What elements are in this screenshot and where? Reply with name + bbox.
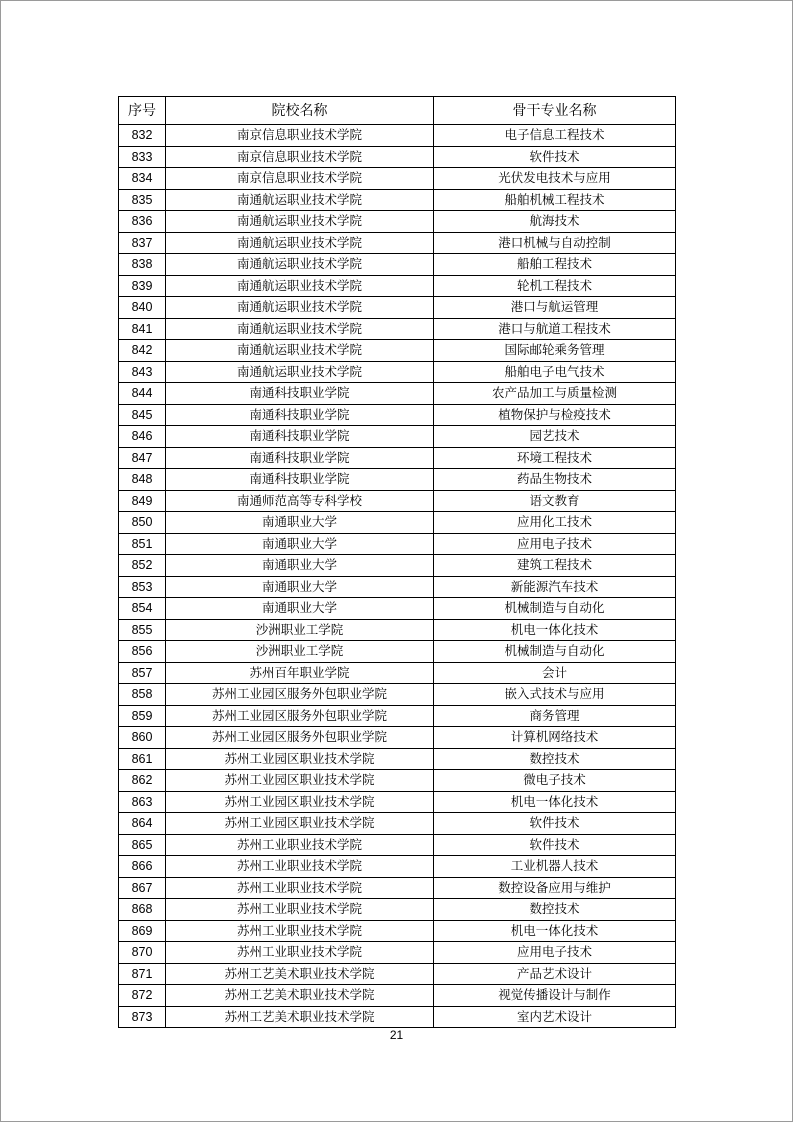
serial-number-cell: 859 (119, 705, 166, 727)
major-name-cell: 视觉传播设计与制作 (434, 985, 676, 1007)
serial-number-cell: 849 (119, 490, 166, 512)
major-name-cell: 电子信息工程技术 (434, 125, 676, 147)
table-header-row (119, 97, 676, 125)
table-row (119, 641, 676, 663)
table-row (119, 748, 676, 770)
serial-number-cell: 837 (119, 232, 166, 254)
major-name-cell: 微电子技术 (434, 770, 676, 792)
school-name-cell: 苏州工业园区职业技术学院 (166, 770, 434, 792)
major-name-cell: 软件技术 (434, 146, 676, 168)
major-name-cell: 园艺技术 (434, 426, 676, 448)
table-row (119, 813, 676, 835)
major-name-cell: 数控设备应用与维护 (434, 877, 676, 899)
table-row (119, 985, 676, 1007)
table-row (119, 469, 676, 491)
major-name-cell: 船舶工程技术 (434, 254, 676, 276)
school-name-cell: 南京信息职业技术学院 (166, 146, 434, 168)
serial-number-cell: 838 (119, 254, 166, 276)
major-name-cell: 光伏发电技术与应用 (434, 168, 676, 190)
major-name-cell: 药品生物技术 (434, 469, 676, 491)
table-row (119, 254, 676, 276)
major-name-cell: 轮机工程技术 (434, 275, 676, 297)
school-name-cell: 苏州工业园区职业技术学院 (166, 748, 434, 770)
table-row (119, 899, 676, 921)
school-name-cell: 南通科技职业学院 (166, 404, 434, 426)
major-name-cell: 航海技术 (434, 211, 676, 233)
serial-number-cell: 867 (119, 877, 166, 899)
major-name-cell: 国际邮轮乘务管理 (434, 340, 676, 362)
school-name-cell: 苏州工业园区职业技术学院 (166, 813, 434, 835)
serial-number-cell: 832 (119, 125, 166, 147)
header-school-name: 院校名称 (166, 97, 434, 125)
school-name-cell: 南京信息职业技术学院 (166, 125, 434, 147)
school-name-cell: 苏州百年职业学院 (166, 662, 434, 684)
major-name-cell: 数控技术 (434, 748, 676, 770)
table-row (119, 727, 676, 749)
table-row (119, 1006, 676, 1028)
table-row (119, 576, 676, 598)
serial-number-cell: 853 (119, 576, 166, 598)
serial-number-cell: 855 (119, 619, 166, 641)
major-name-cell: 室内艺术设计 (434, 1006, 676, 1028)
table-row (119, 512, 676, 534)
serial-number-cell: 841 (119, 318, 166, 340)
table-row (119, 877, 676, 899)
table-row (119, 662, 676, 684)
school-name-cell: 苏州工业职业技术学院 (166, 834, 434, 856)
table-row (119, 340, 676, 362)
major-name-cell: 建筑工程技术 (434, 555, 676, 577)
major-name-cell: 机械制造与自动化 (434, 641, 676, 663)
school-name-cell: 南通职业大学 (166, 576, 434, 598)
school-name-cell: 沙洲职业工学院 (166, 641, 434, 663)
table-row (119, 361, 676, 383)
table-row (119, 834, 676, 856)
serial-number-cell: 836 (119, 211, 166, 233)
header-major-name: 骨干专业名称 (434, 97, 676, 125)
table-row (119, 275, 676, 297)
serial-number-cell: 844 (119, 383, 166, 405)
major-name-cell: 语文教育 (434, 490, 676, 512)
serial-number-cell: 850 (119, 512, 166, 534)
major-name-cell: 农产品加工与质量检测 (434, 383, 676, 405)
major-name-cell: 机械制造与自动化 (434, 598, 676, 620)
serial-number-cell: 845 (119, 404, 166, 426)
serial-number-cell: 835 (119, 189, 166, 211)
serial-number-cell: 872 (119, 985, 166, 1007)
school-name-cell: 南通科技职业学院 (166, 469, 434, 491)
table-row (119, 232, 676, 254)
major-name-cell: 产品艺术设计 (434, 963, 676, 985)
serial-number-cell: 873 (119, 1006, 166, 1028)
serial-number-cell: 869 (119, 920, 166, 942)
serial-number-cell: 834 (119, 168, 166, 190)
major-name-cell: 应用电子技术 (434, 533, 676, 555)
school-name-cell: 苏州工业园区职业技术学院 (166, 791, 434, 813)
school-name-cell: 南通科技职业学院 (166, 426, 434, 448)
serial-number-cell: 863 (119, 791, 166, 813)
table-row (119, 297, 676, 319)
major-name-cell: 船舶机械工程技术 (434, 189, 676, 211)
school-name-cell: 南通航运职业技术学院 (166, 189, 434, 211)
page-number: 21 (389, 1028, 404, 1042)
major-name-cell: 会计 (434, 662, 676, 684)
table-row (119, 211, 676, 233)
major-name-cell: 机电一体化技术 (434, 791, 676, 813)
table-row (119, 684, 676, 706)
major-name-cell: 船舶电子电气技术 (434, 361, 676, 383)
table-row (119, 404, 676, 426)
header-serial-number: 序号 (119, 97, 166, 125)
serial-number-cell: 854 (119, 598, 166, 620)
school-name-cell: 苏州工艺美术职业技术学院 (166, 985, 434, 1007)
school-name-cell: 南通职业大学 (166, 555, 434, 577)
table-row (119, 533, 676, 555)
major-name-cell: 环境工程技术 (434, 447, 676, 469)
school-name-cell: 南通航运职业技术学院 (166, 297, 434, 319)
serial-number-cell: 868 (119, 899, 166, 921)
serial-number-cell: 843 (119, 361, 166, 383)
table-row (119, 791, 676, 813)
table-row (119, 189, 676, 211)
major-name-cell: 机电一体化技术 (434, 920, 676, 942)
serial-number-cell: 848 (119, 469, 166, 491)
school-name-cell: 苏州工业园区服务外包职业学院 (166, 684, 434, 706)
school-name-cell: 南通航运职业技术学院 (166, 318, 434, 340)
serial-number-cell: 871 (119, 963, 166, 985)
school-name-cell: 苏州工艺美术职业技术学院 (166, 963, 434, 985)
table-row (119, 705, 676, 727)
serial-number-cell: 857 (119, 662, 166, 684)
school-name-cell: 苏州工业职业技术学院 (166, 920, 434, 942)
major-name-cell: 新能源汽车技术 (434, 576, 676, 598)
serial-number-cell: 856 (119, 641, 166, 663)
serial-number-cell: 840 (119, 297, 166, 319)
table-body (119, 125, 676, 1028)
major-name-cell: 嵌入式技术与应用 (434, 684, 676, 706)
major-name-cell: 港口与航道工程技术 (434, 318, 676, 340)
school-name-cell: 南通师范高等专科学校 (166, 490, 434, 512)
serial-number-cell: 839 (119, 275, 166, 297)
serial-number-cell: 862 (119, 770, 166, 792)
major-name-cell: 港口机械与自动控制 (434, 232, 676, 254)
school-name-cell: 南通航运职业技术学院 (166, 232, 434, 254)
school-name-cell: 南通科技职业学院 (166, 447, 434, 469)
table-row (119, 856, 676, 878)
serial-number-cell: 858 (119, 684, 166, 706)
majors-table (118, 96, 676, 1028)
serial-number-cell: 866 (119, 856, 166, 878)
table-row (119, 426, 676, 448)
school-name-cell: 苏州工业园区服务外包职业学院 (166, 705, 434, 727)
major-name-cell: 软件技术 (434, 813, 676, 835)
table-row (119, 318, 676, 340)
school-name-cell: 苏州工艺美术职业技术学院 (166, 1006, 434, 1028)
serial-number-cell: 865 (119, 834, 166, 856)
table-row (119, 383, 676, 405)
major-name-cell: 工业机器人技术 (434, 856, 676, 878)
serial-number-cell: 861 (119, 748, 166, 770)
school-name-cell: 南通职业大学 (166, 512, 434, 534)
school-name-cell: 苏州工业职业技术学院 (166, 942, 434, 964)
serial-number-cell: 846 (119, 426, 166, 448)
major-name-cell: 软件技术 (434, 834, 676, 856)
school-name-cell: 苏州工业园区服务外包职业学院 (166, 727, 434, 749)
school-name-cell: 南通航运职业技术学院 (166, 211, 434, 233)
table-row (119, 555, 676, 577)
table-row (119, 619, 676, 641)
major-name-cell: 港口与航运管理 (434, 297, 676, 319)
serial-number-cell: 860 (119, 727, 166, 749)
school-name-cell: 苏州工业职业技术学院 (166, 856, 434, 878)
serial-number-cell: 842 (119, 340, 166, 362)
school-name-cell: 南京信息职业技术学院 (166, 168, 434, 190)
major-name-cell: 计算机网络技术 (434, 727, 676, 749)
school-name-cell: 沙洲职业工学院 (166, 619, 434, 641)
table-row (119, 447, 676, 469)
serial-number-cell: 833 (119, 146, 166, 168)
school-name-cell: 南通职业大学 (166, 533, 434, 555)
school-name-cell: 南通航运职业技术学院 (166, 254, 434, 276)
major-name-cell: 植物保护与检疫技术 (434, 404, 676, 426)
major-name-cell: 数控技术 (434, 899, 676, 921)
table-row (119, 125, 676, 147)
school-name-cell: 苏州工业职业技术学院 (166, 899, 434, 921)
major-name-cell: 应用电子技术 (434, 942, 676, 964)
table-row (119, 146, 676, 168)
table-row (119, 942, 676, 964)
serial-number-cell: 847 (119, 447, 166, 469)
serial-number-cell: 851 (119, 533, 166, 555)
table-row (119, 490, 676, 512)
major-name-cell: 应用化工技术 (434, 512, 676, 534)
table-row (119, 920, 676, 942)
serial-number-cell: 870 (119, 942, 166, 964)
school-name-cell: 苏州工业职业技术学院 (166, 877, 434, 899)
table-row (119, 770, 676, 792)
school-name-cell: 南通航运职业技术学院 (166, 275, 434, 297)
table-row (119, 168, 676, 190)
serial-number-cell: 864 (119, 813, 166, 835)
school-name-cell: 南通职业大学 (166, 598, 434, 620)
table-row (119, 598, 676, 620)
school-name-cell: 南通航运职业技术学院 (166, 361, 434, 383)
table-row (119, 963, 676, 985)
school-name-cell: 南通科技职业学院 (166, 383, 434, 405)
major-name-cell: 商务管理 (434, 705, 676, 727)
major-name-cell: 机电一体化技术 (434, 619, 676, 641)
school-name-cell: 南通航运职业技术学院 (166, 340, 434, 362)
serial-number-cell: 852 (119, 555, 166, 577)
